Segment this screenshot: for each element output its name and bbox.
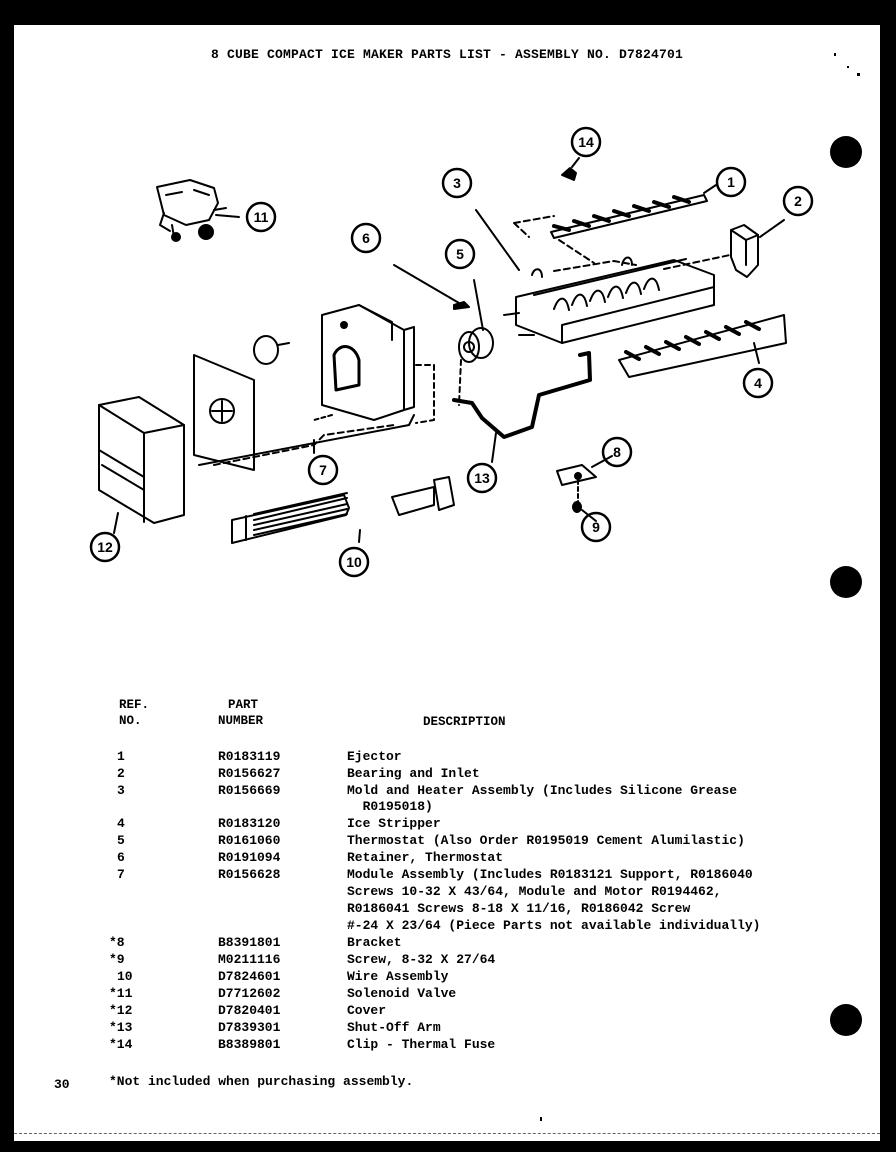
table-row	[14, 783, 880, 800]
table-row	[14, 816, 880, 833]
part-number: R0156627	[218, 766, 281, 781]
exploded-parts-diagram	[14, 25, 880, 665]
description: Shut-Off Arm	[347, 1020, 441, 1035]
ref-number: *8	[109, 935, 125, 950]
svg-text:10: 10	[346, 554, 362, 570]
description: Ejector	[347, 749, 402, 764]
part-number: R0183119	[218, 749, 281, 764]
svg-text:13: 13	[474, 470, 490, 486]
description: Cover	[347, 1003, 387, 1018]
svg-text:8: 8	[613, 444, 621, 460]
cover-drawing	[99, 397, 184, 523]
thermal-fuse-clip-drawing	[562, 168, 576, 180]
part-number: R0156628	[218, 867, 281, 882]
ref-number: *14	[109, 1037, 133, 1052]
part-number: R0156669	[218, 783, 281, 798]
svg-text:9: 9	[592, 519, 600, 535]
svg-text:7: 7	[319, 462, 327, 478]
part-number: M0211116	[218, 952, 281, 967]
mold-heater-drawing	[504, 258, 714, 344]
ref-number: 10	[117, 969, 133, 984]
part-number: R0161060	[218, 833, 281, 848]
description: Screw, 8-32 X 27/64	[347, 952, 496, 967]
table-row	[14, 850, 880, 867]
table-row	[14, 833, 880, 850]
part-number: D7839301	[218, 1020, 281, 1035]
description: Thermostat (Also Order R0195019 Cement Alumilastic)	[347, 833, 745, 848]
ref-number: 2	[117, 766, 125, 781]
solenoid-valve-drawing	[157, 180, 226, 241]
scan-edge-noise	[14, 1133, 880, 1136]
part-number: R0191094	[218, 850, 281, 865]
header-ref-line1: REF.	[119, 698, 150, 712]
table-row	[14, 1020, 880, 1037]
description-continuation: #-24 X 23/64 (Piece Parts not available individually)	[347, 918, 761, 933]
table-row	[14, 867, 880, 884]
description: Clip - Thermal Fuse	[347, 1037, 496, 1052]
table-row	[14, 952, 880, 969]
header-part-line1: PART	[228, 698, 259, 712]
part-number: D7712602	[218, 986, 281, 1001]
header-ref-line2: NO.	[119, 714, 142, 728]
callout-numbers	[97, 134, 802, 570]
description: Solenoid Valve	[347, 986, 457, 1001]
screw-drawing	[573, 502, 581, 512]
svg-text:12: 12	[97, 539, 113, 555]
ejector-drawing	[514, 195, 707, 263]
ref-number: 6	[117, 850, 125, 865]
description: Bearing and Inlet	[347, 766, 480, 781]
table-row	[14, 986, 880, 1003]
ref-number: *12	[109, 1003, 133, 1018]
svg-text:3: 3	[453, 175, 461, 191]
thermostat-retainer-drawing	[454, 302, 469, 309]
description: Ice Stripper	[347, 816, 441, 831]
svg-text:4: 4	[754, 375, 762, 391]
description-continuation: R0195018)	[347, 799, 433, 814]
table-row	[14, 1003, 880, 1020]
table-row	[14, 749, 880, 766]
svg-text:5: 5	[456, 246, 464, 262]
page-title: 8 CUBE COMPACT ICE MAKER PARTS LIST - ASSEMBLY NO. D7824701	[210, 47, 684, 62]
shut-off-arm-drawing	[454, 353, 590, 437]
table-row	[14, 1037, 880, 1054]
description: Retainer, Thermostat	[347, 850, 504, 865]
scan-speck	[540, 1117, 542, 1121]
part-number: R0183120	[218, 816, 281, 831]
ref-number: 3	[117, 783, 125, 798]
part-number: D7824601	[218, 969, 281, 984]
svg-text:14: 14	[578, 134, 594, 150]
description: Wire Assembly	[347, 969, 449, 984]
table-row	[14, 969, 880, 986]
ice-stripper-drawing	[619, 315, 786, 377]
ref-number: *13	[109, 1020, 133, 1035]
ref-number: 4	[117, 816, 125, 831]
description-continuation: Screws 10-32 X 43/64, Module and Motor R0194462,	[347, 884, 722, 899]
svg-text:1: 1	[727, 174, 735, 190]
ref-number: 1	[117, 749, 125, 764]
table-row	[14, 935, 880, 952]
bracket-drawing	[557, 465, 596, 503]
svg-text:2: 2	[794, 193, 802, 209]
description: Module Assembly (Includes R0183121 Support, R0186040	[347, 867, 753, 882]
parts-list-page	[14, 25, 880, 1141]
ref-number: 5	[117, 833, 125, 848]
part-number: B8391801	[218, 935, 281, 950]
svg-text:11: 11	[253, 209, 269, 225]
header-description: DESCRIPTION	[423, 715, 506, 729]
thermostat-drawing	[459, 328, 493, 405]
page-number: 30	[54, 1077, 70, 1092]
description: Mold and Heater Assembly (Includes Silicone Grease	[347, 783, 738, 798]
description-continuation: R0186041 Screws 8-18 X 11/16, R0186042 Screw	[347, 901, 691, 916]
table-row	[14, 766, 880, 783]
ref-number: 7	[117, 867, 125, 882]
wire-assembly-drawing	[232, 477, 454, 543]
svg-text:6: 6	[362, 230, 370, 246]
description: Bracket	[347, 935, 402, 950]
ref-number: *11	[109, 986, 133, 1001]
part-number: B8389801	[218, 1037, 281, 1052]
header-part-line2: NUMBER	[218, 714, 264, 728]
ref-number: *9	[109, 952, 125, 967]
footnote: *Not included when purchasing assembly.	[109, 1074, 414, 1089]
part-number: D7820401	[218, 1003, 281, 1018]
bearing-inlet-drawing	[664, 225, 758, 277]
